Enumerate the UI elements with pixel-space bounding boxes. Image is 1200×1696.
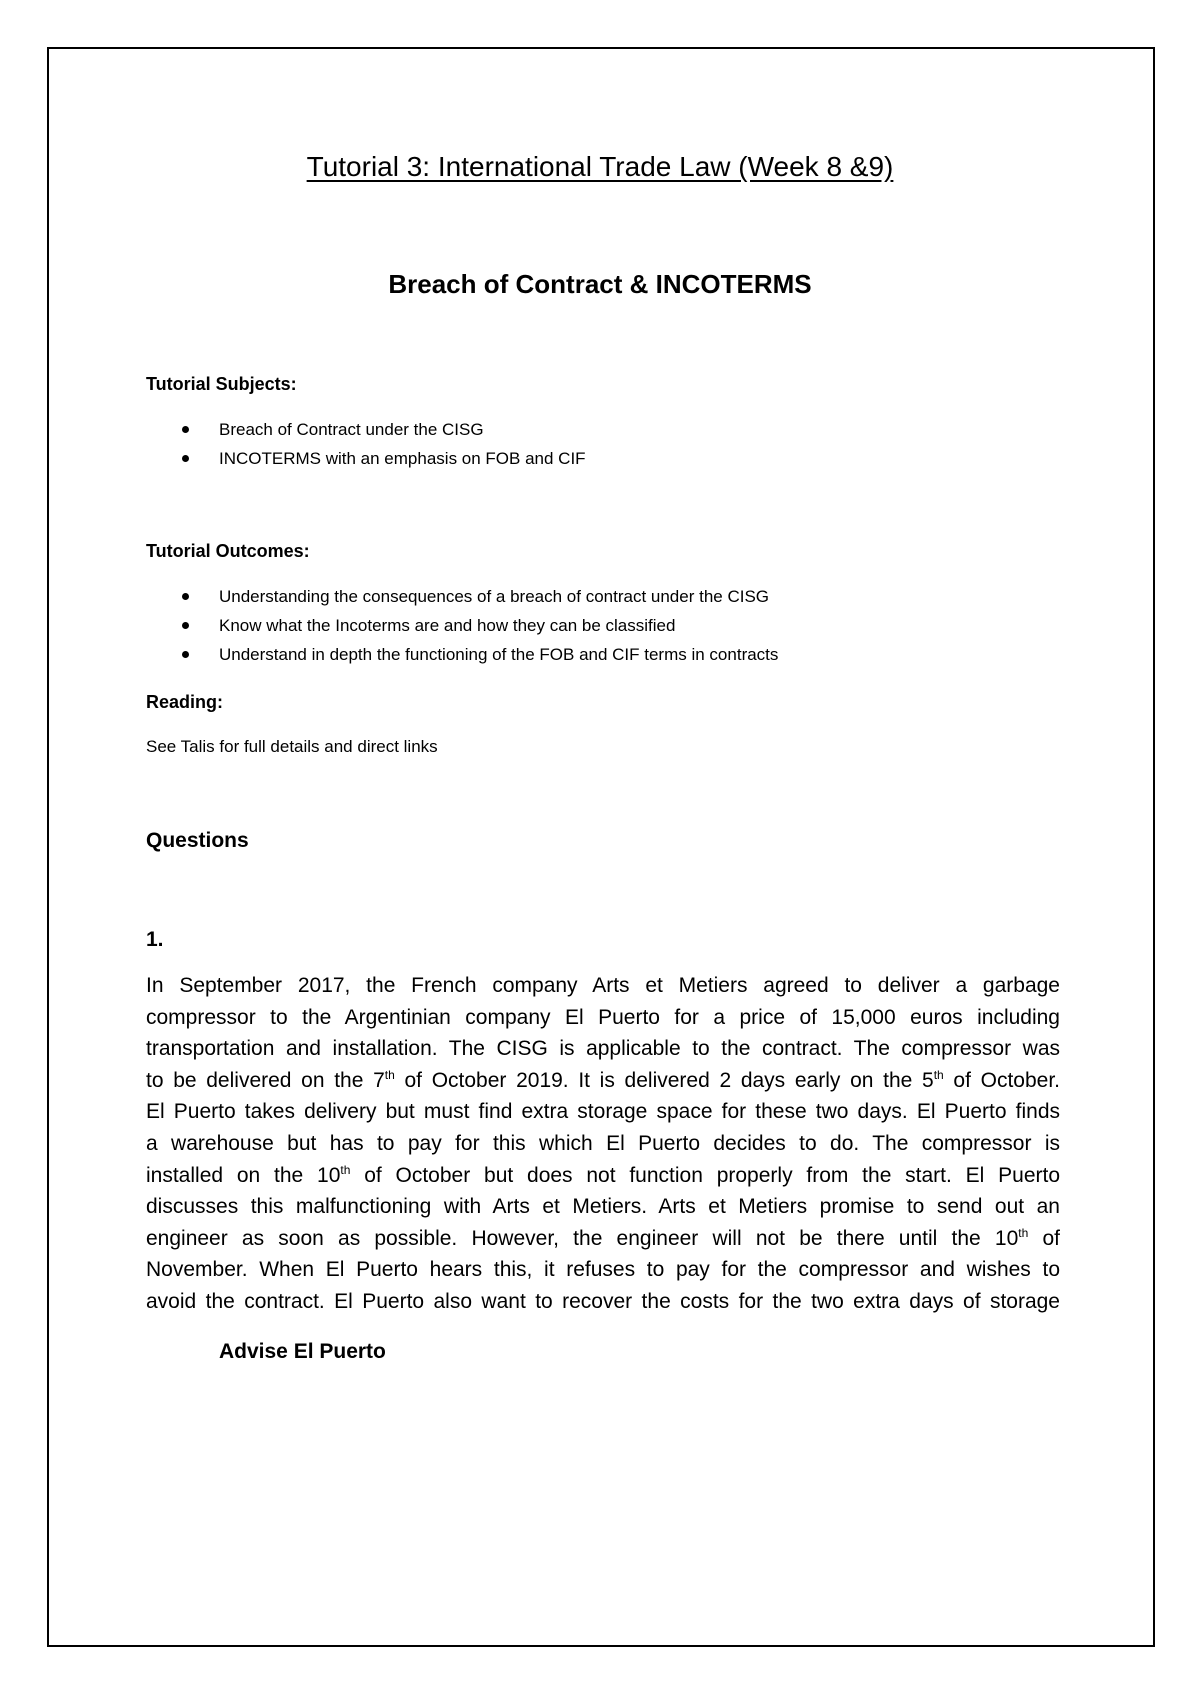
question-text: of October 2019. It is delivered 2 days early on the 5 <box>394 1068 934 1092</box>
list-item <box>146 582 778 611</box>
bullet-icon <box>182 622 189 629</box>
document-subtitle: Breach of Contract & INCOTERMS <box>388 269 812 299</box>
question-line <box>146 1065 1060 1097</box>
question-line: In September 2017, the French company Arts et Metiers agreed to deliver a garbage <box>146 974 1060 997</box>
question-number: 1. <box>146 928 164 951</box>
question-text: installed on the 10 <box>146 1163 341 1187</box>
list-item-text: Know what the Incoterms are and how they can be classified <box>219 616 676 635</box>
subjects-list <box>146 415 586 473</box>
list-item-text: INCOTERMS with an emphasis on FOB and CIF <box>219 449 586 468</box>
bullet-icon <box>182 455 189 462</box>
question-line <box>146 1223 1060 1255</box>
superscript: th <box>340 1162 351 1177</box>
question-line: El Puerto takes delivery but must find extra storage space for these two days. El Puerto finds <box>146 1100 1060 1124</box>
question-line: transportation and installation. The CISG is applicable to the contract. The compressor was <box>146 1037 1060 1061</box>
question-text: of October but does not function properly from the start. El Puerto <box>350 1163 1060 1187</box>
superscript: th <box>933 1067 944 1082</box>
list-item-text: Understand in depth the functioning of the FOB and CIF terms in contracts <box>219 645 779 664</box>
subjects-heading: Tutorial Subjects: <box>146 374 297 394</box>
bullet-icon <box>182 651 189 658</box>
question-line: November. When El Puerto hears this, it refuses to pay for the compressor and wishes to <box>146 1258 1060 1282</box>
question-instruction: Advise El Puerto <box>219 1340 386 1363</box>
question-body <box>146 970 1060 1318</box>
superscript: th <box>1018 1225 1029 1240</box>
bullet-icon <box>182 426 189 433</box>
question-line: a warehouse but has to pay for this which El Puerto decides to do. The compressor is <box>146 1131 1060 1155</box>
list-item-text: Breach of Contract under the CISG <box>219 420 484 439</box>
question-line: discusses this malfunctioning with Arts et Metiers. Arts et Metiers promise to send out an <box>146 1195 1060 1219</box>
list-item <box>146 444 586 473</box>
list-item <box>146 415 586 444</box>
question-text: engineer as soon as possible. However, the engineer will not be there until the 10 <box>146 1226 1019 1250</box>
reading-text: See Talis for full details and direct links <box>146 737 438 756</box>
question-line: compressor to the Argentinian company El Puerto for a price of 15,000 euros including <box>146 1005 1060 1029</box>
bullet-icon <box>182 593 189 600</box>
question-text: of October. <box>943 1068 1060 1092</box>
question-text: of <box>1028 1226 1060 1250</box>
question-text: to be delivered on the 7 <box>146 1068 385 1092</box>
superscript: th <box>384 1067 395 1082</box>
outcomes-list <box>146 582 778 669</box>
list-item <box>146 640 778 669</box>
document-title: Tutorial 3: International Trade Law (Week 8 &9) <box>306 151 894 182</box>
outcomes-heading: Tutorial Outcomes: <box>146 541 310 561</box>
question-line <box>146 1160 1060 1192</box>
list-item <box>146 611 778 640</box>
question-line: avoid the contract. El Puerto also want to recover the costs for the two extra days of storage <box>146 1289 1060 1313</box>
questions-heading: Questions <box>146 829 249 852</box>
reading-heading: Reading: <box>146 692 224 712</box>
list-item-text: Understanding the consequences of a breach of contract under the CISG <box>219 587 770 606</box>
